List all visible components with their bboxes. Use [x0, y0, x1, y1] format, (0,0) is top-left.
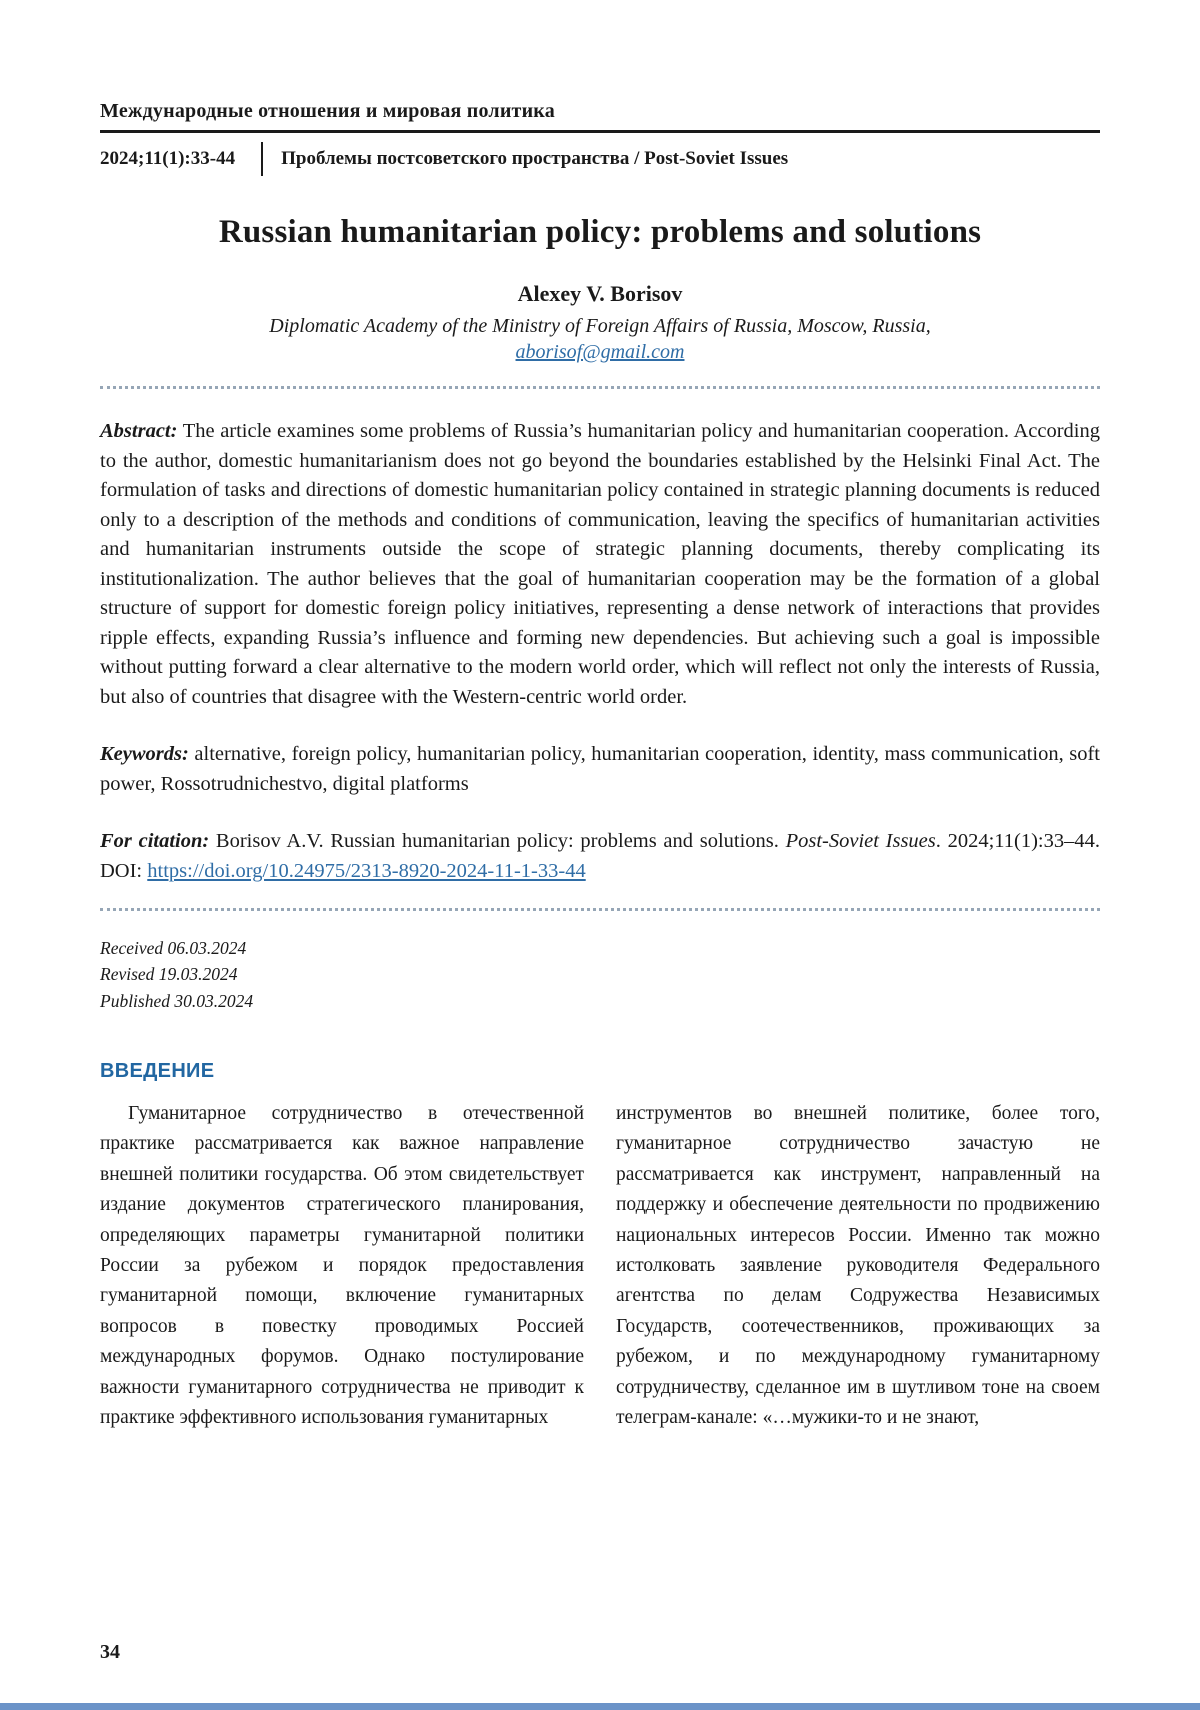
section-heading-introduction: ВВЕДЕНИЕ	[100, 1059, 215, 1082]
doi-link[interactable]: https://doi.org/10.24975/2313-8920-2024-11-1-33-44	[147, 859, 586, 882]
body-column-right	[616, 1099, 1100, 1433]
dotted-divider-top	[100, 386, 1100, 389]
date-revised: Revised 19.03.2024	[100, 964, 238, 985]
citation-journal-italic: Post-Soviet Issues	[785, 830, 936, 853]
body-columns	[100, 1099, 1100, 1433]
citation-text-1: Borisov A.V. Russian humanitarian policy: problems and solutions.	[215, 830, 786, 853]
issue-number: 2024;11(1):33-44	[100, 148, 236, 169]
date-received: Received 06.03.2024	[100, 938, 247, 959]
dotted-divider-bottom	[100, 908, 1100, 911]
header-rule	[100, 130, 1100, 133]
keywords-text: alternative, foreign policy, humanitarian policy, humanitarian cooperation, identity, mass communication, soft power, Rossotrudnichestvo, digital platforms	[100, 743, 1101, 795]
abstract-text: The article examines some problems of Russia’s humanitarian policy and humanitarian cooperation. According to the author, domestic humanitarianism does not go beyond the boundaries established by the Helsinki Final Act. The formulation of tasks and directions of domestic humanitarian policy contained in strategic planning documents is reduced only to a description of the methods and conditions of communication, leaving the specifics of humanitarian activities and humanitarian instruments outside the scope of strategic planning documents, thereby complicating its institutionalization. The author believes that the goal of humanitarian cooperation may be the formation of a global structure of support for domestic foreign policy initiatives, representing a dense network of interactions that provides ripple effects, expanding Russia’s influence and forming new dependencies. But achieving such a goal is impossible without putting forward a clear alternative to the modern world order, which will reflect not only the interests of Russia, but also of countries that disagree with the Western-centric world order.	[100, 420, 1100, 708]
citation-text-2: . 2024;11(1):33–44. DOI:	[100, 830, 1100, 882]
page-bottom-edge	[0, 1703, 1200, 1710]
page-number: 34	[100, 1641, 120, 1663]
body-column-left	[100, 1099, 584, 1433]
keywords-paragraph	[100, 740, 1100, 799]
author-affiliation: Diplomatic Academy of the Ministry of Foreign Affairs of Russia, Moscow, Russia,	[269, 315, 931, 337]
citation-paragraph	[100, 827, 1100, 886]
author-email-link[interactable]: aborisof@gmail.com	[515, 341, 685, 363]
vertical-divider	[261, 142, 263, 176]
journal-title: Проблемы постсоветского пространства / Post-Soviet Issues	[281, 148, 789, 169]
body-text-right: инструментов во внешней политике, более того, гуманитарное сотрудничество зачастую не рассматривается как инструмент, направленный на поддержку и обеспечение деятельности по продвижению национальных интересов России. Именно так можно истолковать заявление руководителя Федерального агентства по делам Содружества Независимых Государств, соотечественников, проживающих за рубежом, и по международному гуманитарному сотрудничеству, сделанное им в шутливом тоне на своем телеграм-канале: «…мужики-то и не знают,	[616, 1102, 1100, 1429]
page-header	[100, 100, 1100, 176]
keywords-label: Keywords:	[100, 743, 189, 766]
issue-row	[100, 142, 1100, 176]
abstract-paragraph	[100, 417, 1100, 712]
article-title: Russian humanitarian policy: problems and solutions	[218, 214, 982, 250]
email-line	[100, 341, 1100, 364]
author-name: Alexey V. Borisov	[517, 281, 683, 306]
date-published: Published 30.03.2024	[100, 990, 254, 1011]
article-dates	[100, 935, 1100, 1014]
journal-rubric: Международные отношения и мировая политика	[100, 100, 555, 122]
abstract-label: Abstract:	[100, 420, 178, 442]
body-text-left: Гуманитарное сотрудничество в отечественной практике рассматривается как важное направление внешней политики государства. Об этом свидетельствует издание документов стратегического планирования, определяющих параметры гуманитарной политики России за рубежом и порядок предоставления гуманитарной помощи, включение гуманитарных вопросов в повестку проводимых Россией международных форумов. Однако постулирование важности гуманитарного сотрудничества не приводит к практике эффективного использования гуманитарных	[100, 1102, 584, 1429]
citation-label: For citation:	[100, 830, 210, 853]
